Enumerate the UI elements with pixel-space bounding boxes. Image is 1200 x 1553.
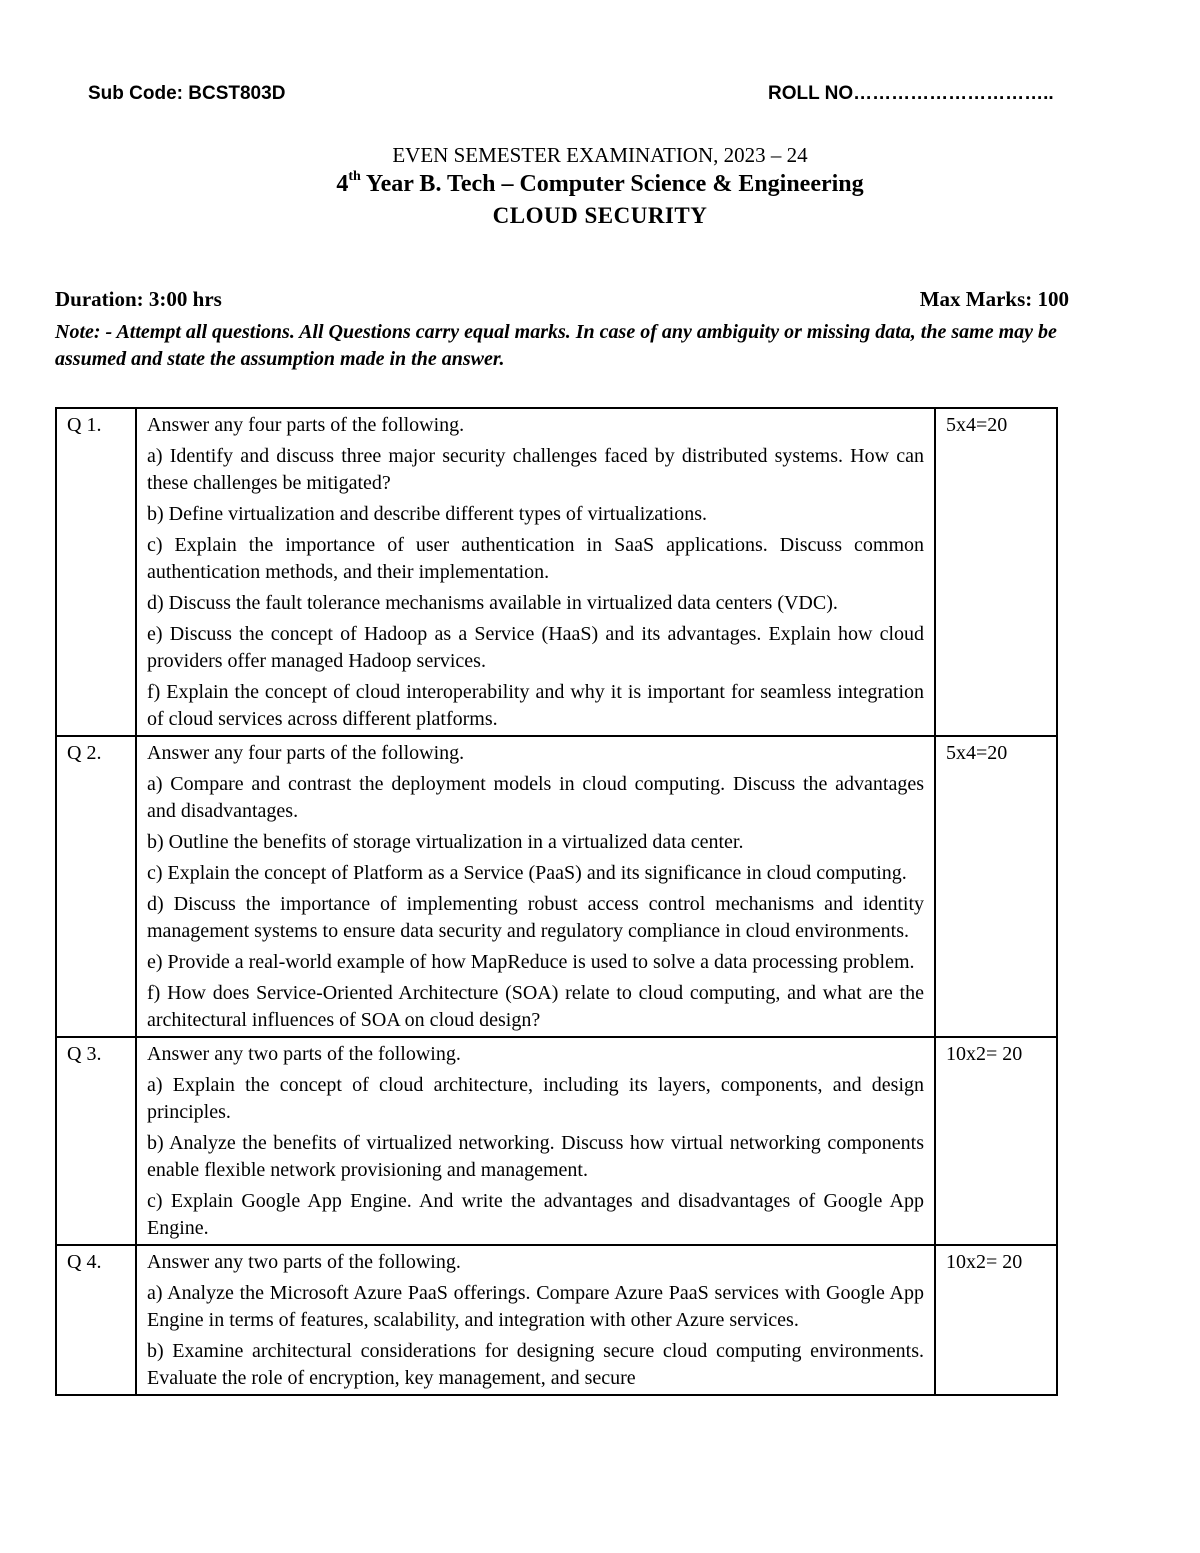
question-part: e) Discuss the concept of Hadoop as a Service (HaaS) and its advantages. Explain how cloud providers offer managed Hadoop services. — [147, 623, 924, 672]
question-part: b) Outline the benefits of storage virtualization in a virtualized data center. — [147, 831, 744, 853]
question-content — [136, 408, 935, 736]
question-part: b) Analyze the benefits of virtualized networking. Discuss how virtual networking components enable flexible network provisioning and management. — [147, 1132, 924, 1181]
question-part: c) Explain the concept of Platform as a Service (PaaS) and its significance in cloud computing. — [147, 862, 907, 884]
duration: Duration: 3:00 hrs — [55, 287, 222, 311]
roll-number-field: ROLL NO………………………….. — [768, 83, 1054, 104]
question-part: d) Discuss the importance of implementing robust access control mechanisms and identity management systems to ensure data security and regulatory compliance in cloud environments. — [147, 893, 924, 942]
course-name: Year B. Tech – Computer Science & Engineering — [360, 171, 864, 197]
question-part: f) Explain the concept of cloud interoperability and why it is important for seamless integration of cloud services across different platforms. — [147, 681, 924, 730]
question-marks: 5x4=20 — [935, 736, 1057, 1037]
question-part: a) Explain the concept of cloud architecture, including its layers, components, and design principles. — [147, 1074, 924, 1123]
question-part: a) Analyze the Microsoft Azure PaaS offerings. Compare Azure PaaS services with Google App Engine in terms of features, scalability, and integration with other Azure services. — [147, 1282, 924, 1331]
question-content — [136, 1245, 935, 1395]
question-marks: 5x4=20 — [935, 408, 1057, 736]
subject-code: Sub Code: BCST803D — [88, 83, 286, 104]
subject-title: CLOUD SECURITY — [492, 203, 708, 228]
question-part: d) Discuss the fault tolerance mechanisms available in virtualized data centers (VDC). — [147, 592, 838, 614]
question-part: b) Examine architectural considerations for designing secure cloud computing environments. Evaluate the role of encryption, key management, and secure — [147, 1340, 924, 1389]
question-marks: 10x2= 20 — [935, 1037, 1057, 1245]
question-row — [56, 736, 1057, 1037]
question-number: Q 2. — [56, 736, 136, 1037]
question-row — [56, 408, 1057, 736]
question-content — [136, 736, 935, 1037]
question-table-body — [56, 408, 1057, 1395]
question-part: b) Define virtualization and describe different types of virtualizations. — [147, 503, 707, 525]
question-table — [55, 407, 1058, 1396]
course-year-suffix: th — [348, 169, 361, 184]
question-part: a) Compare and contrast the deployment models in cloud computing. Discuss the advantages and disadvantages. — [147, 773, 924, 822]
question-part: c) Explain the importance of user authentication in SaaS applications. Discuss common authentication methods, and their implementation. — [147, 534, 924, 583]
question-row — [56, 1245, 1057, 1395]
course-title — [0, 171, 1200, 198]
question-marks: 10x2= 20 — [935, 1245, 1057, 1395]
exam-note: Note: - Attempt all questions. All Questions carry equal marks. In case of any ambiguity or missing data, the same may be assumed and state the assumption made in the answer. — [55, 321, 1057, 370]
question-instruction: Answer any four parts of the following. — [147, 742, 465, 764]
question-part: f) How does Service-Oriented Architecture (SOA) relate to cloud computing, and what are the architectural influences of SOA on cloud design? — [147, 982, 924, 1031]
course-year: 4 — [336, 171, 349, 197]
question-instruction: Answer any two parts of the following. — [147, 1251, 461, 1273]
max-marks: Max Marks: 100 — [919, 287, 1069, 311]
question-row — [56, 1037, 1057, 1245]
question-instruction: Answer any two parts of the following. — [147, 1043, 461, 1065]
exam-title: EVEN SEMESTER EXAMINATION, 2023 – 24 — [392, 143, 808, 167]
question-number: Q 3. — [56, 1037, 136, 1245]
question-number: Q 4. — [56, 1245, 136, 1395]
question-part: a) Identify and discuss three major security challenges faced by distributed systems. How can these challenges be mitigated? — [147, 445, 924, 494]
question-content — [136, 1037, 935, 1245]
question-part: e) Provide a real-world example of how MapReduce is used to solve a data processing problem. — [147, 951, 915, 973]
question-part: c) Explain Google App Engine. And write the advantages and disadvantages of Google App Engine. — [147, 1190, 924, 1239]
question-number: Q 1. — [56, 408, 136, 736]
question-instruction: Answer any four parts of the following. — [147, 414, 465, 436]
